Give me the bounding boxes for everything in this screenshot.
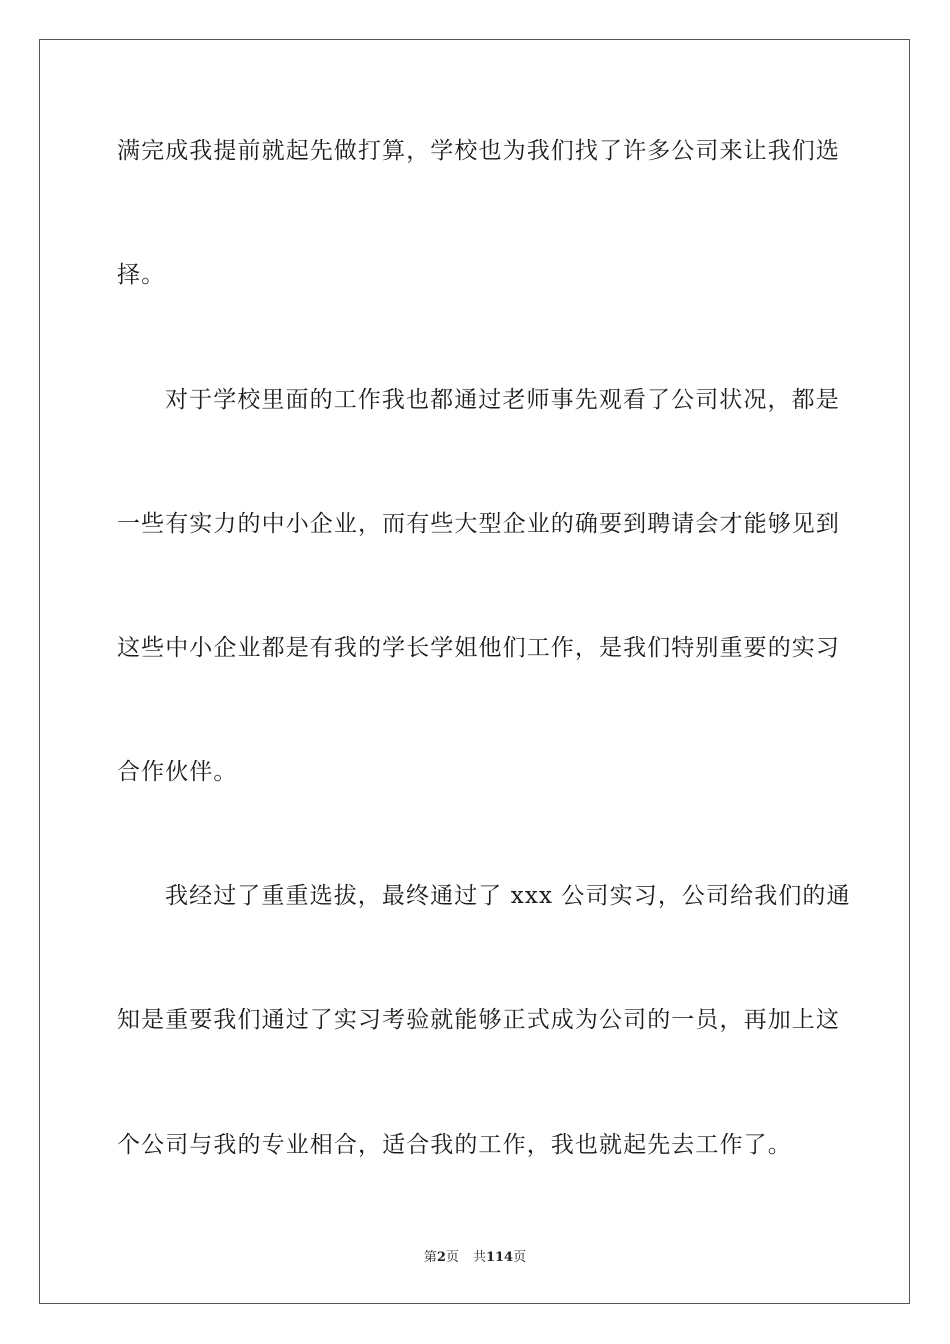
page-number: 2 (436, 1250, 446, 1265)
total-label-prefix: 共 (472, 1250, 486, 1265)
paragraph-line: 我经过了重重选拔，最终通过了 xxx 公司实习，公司给我们的通 (165, 883, 851, 909)
total-pages: 114 (485, 1250, 514, 1265)
page-border (39, 39, 910, 1304)
paragraph-line: 择。 (117, 262, 166, 288)
page-label-prefix: 第 (423, 1250, 437, 1265)
page-footer (0, 1249, 950, 1267)
paragraph-line: 满完成我提前就起先做打算，学校也为我们找了许多公司来让我们选 (117, 138, 840, 164)
total-label-suffix: 页 (513, 1250, 527, 1265)
paragraph-line: 知是重要我们通过了实习考验就能够正式成为公司的一员，再加上这 (117, 1007, 840, 1033)
paragraph-line: 一些有实力的中小企业，而有些大型企业的确要到聘请会才能够见到 (117, 511, 840, 537)
paragraph-line: 合作伙伴。 (117, 759, 238, 785)
paragraph-line: 这些中小企业都是有我的学长学姐他们工作，是我们特别重要的实习 (117, 635, 840, 661)
page-label-suffix: 页 (445, 1250, 459, 1265)
paragraph-line: 个公司与我的专业相合，适合我的工作，我也就起先去工作了。 (117, 1132, 792, 1158)
paragraph-line: 对于学校里面的工作我也都通过老师事先观看了公司状况，都是 (165, 387, 840, 413)
